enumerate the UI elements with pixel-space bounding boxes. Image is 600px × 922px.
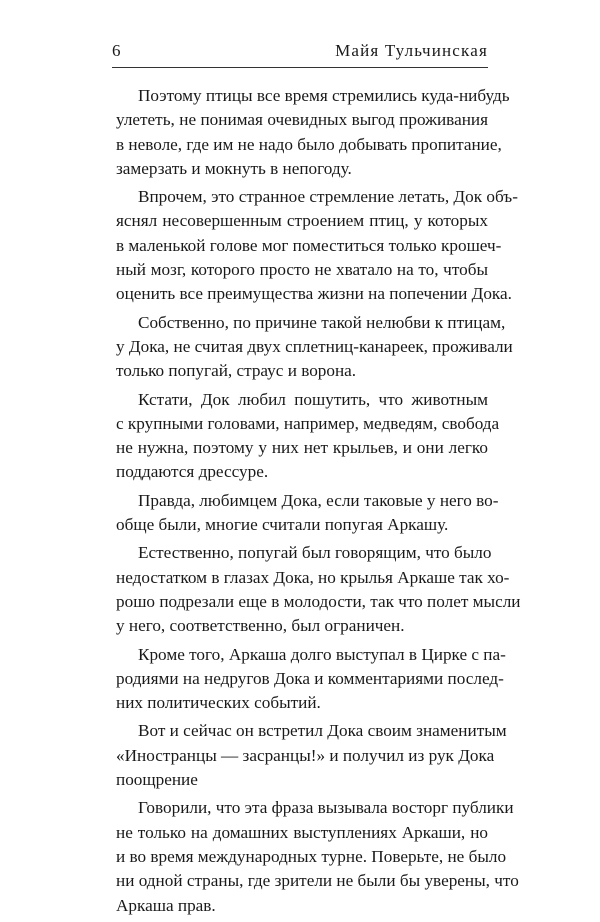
paragraph	[116, 489, 499, 538]
text-line: Вот и сейчас он встретил Дока своим знаменитым	[138, 721, 507, 741]
text-line: обще были, многие считали попугая Аркашу.	[116, 515, 449, 535]
text-line: Говорили, что эта фраза вызывала восторг публики	[138, 798, 514, 818]
text-line: поддаются дрессуре.	[116, 462, 269, 482]
text-line: с крупными головами, например, медведям, свобода	[116, 413, 500, 433]
text-line: Правда, любимцем Дока, если таковые у него во-	[138, 490, 499, 510]
text-line: улететь, не понимая очевидных выгод проживания	[116, 110, 488, 130]
text-line: родиями на недругов Дока и комментариями послед-	[116, 668, 504, 688]
text-line: в маленькой голове мог поместиться только крошеч-	[116, 235, 502, 255]
header-rule	[112, 67, 488, 68]
text-line: ни одной страны, где зрители не были бы уверены, что	[116, 871, 519, 891]
paragraph	[116, 643, 506, 716]
text-line: только попугай, страус и ворона.	[116, 361, 357, 381]
text-line: ный мозг, которого просто не хватало на то, чтобы	[116, 260, 488, 280]
paragraph	[116, 185, 518, 306]
text-line: них политических событий.	[116, 693, 321, 713]
text-line: Собственно, по причине такой нелюбви к птицам,	[138, 312, 506, 332]
text-line: Естественно, попугай был говорящим, что было	[138, 543, 492, 563]
text-line: Кроме того, Аркаша долго выступал в Цирке с па-	[138, 644, 506, 664]
text-line: оценить все преимущества жизни на попечении Дока.	[116, 284, 512, 304]
paragraph	[116, 796, 519, 917]
paragraph	[116, 719, 507, 792]
text-line: не нужна, поэтому у них нет крыльев, и они легко	[116, 438, 488, 458]
text-line: не только на домашних выступлениях Аркаши, но	[116, 822, 488, 842]
text-line: и во время международных турне. Поверьте, не было	[116, 846, 507, 866]
text-line: «Иностранцы — засранцы!» и получил из рук Дока	[116, 745, 495, 765]
text-line: у него, соответственно, был ограничен.	[116, 616, 405, 636]
text-line: недостатком в глазах Дока, но крылья Аркаше так хо-	[116, 567, 510, 587]
text-line: рошо подрезали еще в молодости, так что полет мысли	[116, 591, 521, 611]
text-line: Впрочем, это странное стремление летать, Док объ-	[138, 187, 518, 207]
text-line: замерзать и мокнуть в непогоду.	[116, 158, 352, 178]
text-line: Поэтому птицы все время стремились куда-нибудь	[138, 86, 510, 105]
text-line: у Дока, не считая двух сплетниц-канареек, проживали	[116, 336, 513, 356]
paragraph	[116, 84, 510, 181]
text-line: в неволе, где им не надо было добывать пропитание,	[116, 134, 502, 154]
running-title: Майя Тульчинская	[335, 41, 488, 60]
paragraph	[116, 541, 521, 638]
text-line: Аркаша прав.	[116, 895, 216, 915]
paragraph	[116, 388, 500, 485]
paragraph	[116, 311, 513, 384]
text-line: яснял несовершенным строением птиц, у которых	[116, 211, 488, 231]
page-number: 6	[112, 41, 121, 60]
text-line: поощрение	[116, 770, 198, 790]
body-text	[116, 84, 521, 922]
text-line: Кстати, Док любил пошутить, что животным	[138, 389, 488, 409]
